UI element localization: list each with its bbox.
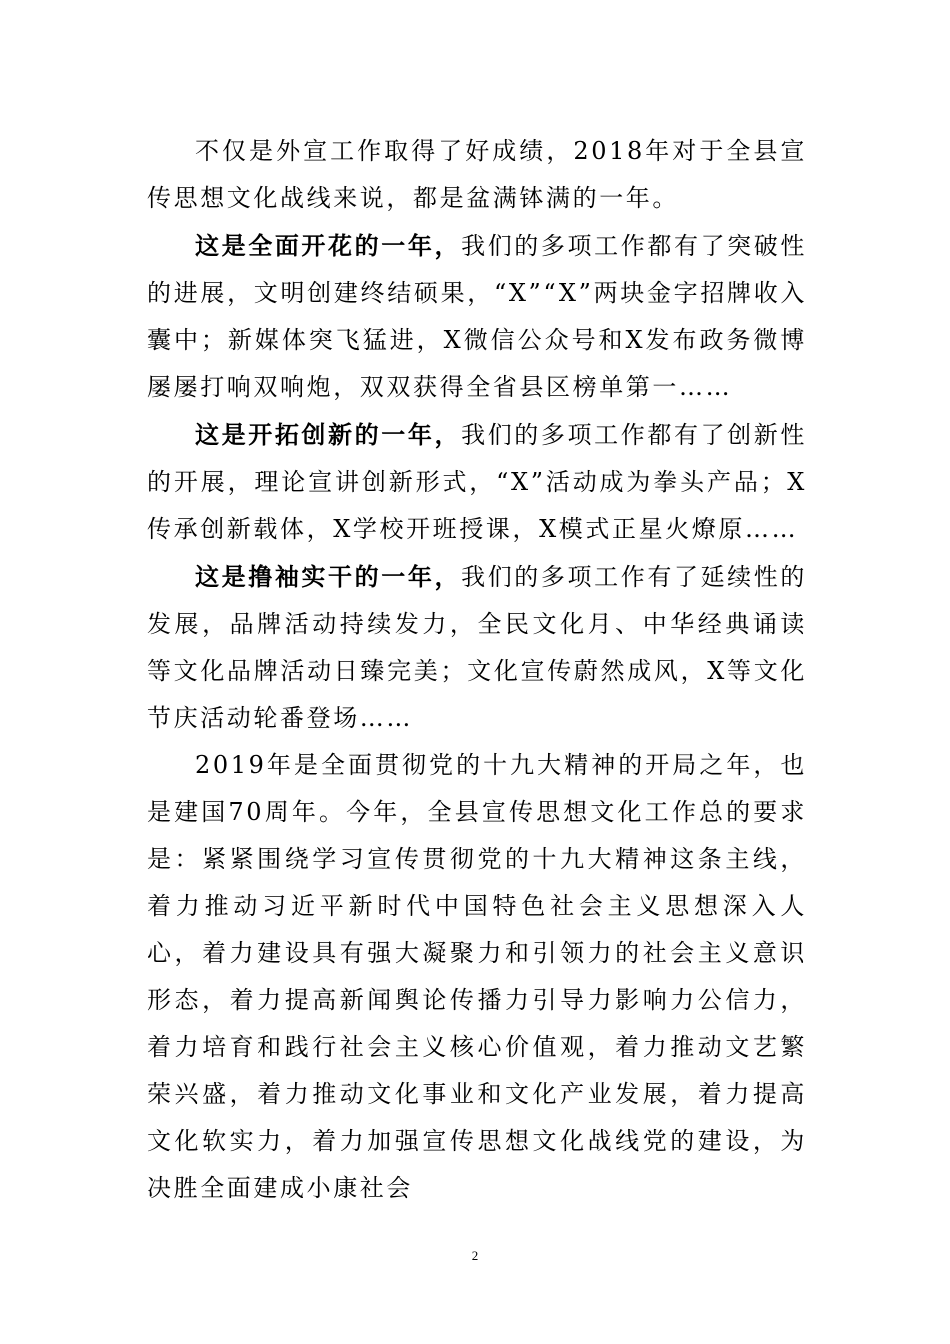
paragraph-5 (147, 742, 807, 1212)
body-text (147, 128, 807, 1212)
paragraph-3-text: 我们的多项工作都有了创新性的开展，理论宣讲创新形式，“X”活动成为拳头产品；X传承创新载体，X学校开班授课，X模式正星火燎原…… (147, 421, 807, 543)
paragraph-2 (147, 222, 807, 411)
paragraph-2-text: 我们的多项工作都有了突破性的进展，文明创建终结硕果，“X”“X”两块金字招牌收入囊中；新媒体突飞猛进，X微信公众号和X发布政务微博屡屡打响双响炮，双双获得全省县区榜单第一…… (147, 232, 807, 401)
paragraph-4-lead: 这是撸袖实干的一年， (195, 562, 462, 591)
paragraph-4-text: 我们的多项工作有了延续性的发展，品牌活动持续发力，全民文化月、中华经典诵读等文化品牌活动日臻完美；文化宣传蔚然成风，X等文化节庆活动轮番登场…… (147, 563, 807, 732)
paragraph-4 (147, 553, 807, 742)
page-number: 2 (471, 1248, 479, 1263)
paragraph-1-text: 不仅是外宣工作取得了好成绩，2018年对于全县宣传思想文化战线来说，都是盆满钵满的一年。 (147, 137, 807, 212)
paragraph-5-text: 2019年是全面贯彻党的十九大精神的开局之年，也是建国70周年。今年，全县宣传思想文化工作总的要求是：紧紧围绕学习宣传贯彻党的十九大精神这条主线，着力推动习近平新时代中国特色社会主义思想深入人心，着力建设具有强大凝聚力和引领力的社会主义意识形态，着力提高新闻舆论传播力引导力影响力公信力，着力培育和践行社会主义核心价值观，着力推动文艺繁荣兴盛，着力推动文化事业和文化产业发展，着力提高文化软实力，着力加强宣传思想文化战线党的建设，为决胜全面建成小康社会 (147, 751, 807, 1202)
paragraph-3-lead: 这是开拓创新的一年， (195, 420, 462, 449)
paragraph-1 (147, 128, 807, 222)
paragraph-2-lead: 这是全面开花的一年， (195, 231, 462, 260)
paragraph-3 (147, 411, 807, 553)
